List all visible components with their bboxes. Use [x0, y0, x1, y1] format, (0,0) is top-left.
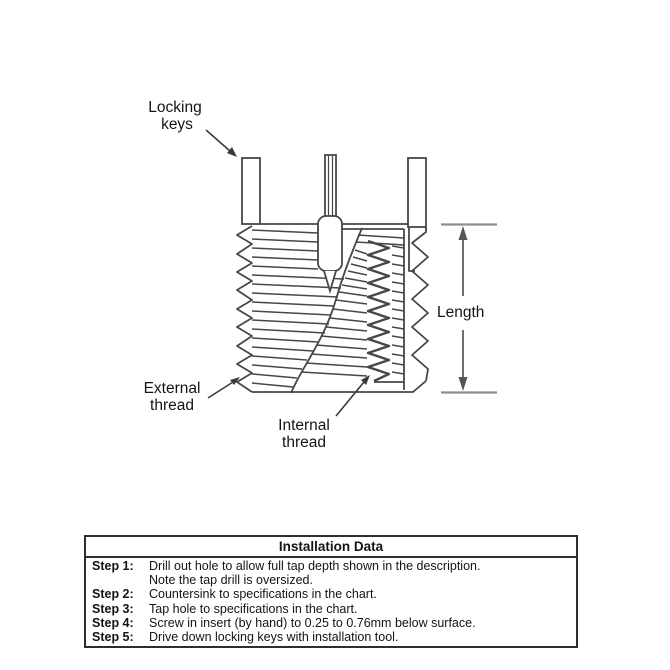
- step-label: Step 5:: [92, 630, 134, 645]
- external-thread-zigzag-left: [237, 226, 252, 392]
- locking-keys-label-line2: keys: [161, 116, 193, 133]
- step-text-line: Countersink to specifications in the chart.: [149, 587, 377, 602]
- step-text-line: Tap hole to specifications in the chart.: [149, 601, 358, 616]
- table-row: [92, 559, 572, 587]
- center-key-slot-capsule: [318, 216, 342, 271]
- step-label: Step 1:: [92, 559, 134, 573]
- internal-thread-label-line2: thread: [282, 434, 326, 451]
- length-dimension: [437, 225, 497, 393]
- internal-thread-label-line1: Internal: [278, 417, 330, 434]
- step-label: Step 4:: [92, 615, 134, 630]
- locking-keys-arrow-line: [206, 130, 230, 151]
- table-body: [86, 558, 576, 644]
- locking-keys-arrowhead: [227, 147, 237, 157]
- table-title: Installation Data: [86, 537, 576, 558]
- step-text: [149, 587, 572, 601]
- step-text-line: Screw in insert (by hand) to 0.25 to 0.76mm below surface.: [149, 615, 476, 630]
- right-key-slot: [409, 227, 415, 271]
- center-locking-key: [325, 155, 336, 217]
- step-text: [149, 630, 572, 644]
- table-row: [92, 616, 572, 630]
- dimension-arrowhead-up: [459, 226, 468, 240]
- internal-thread-zigzag: [368, 241, 389, 381]
- dimension-arrowhead-down: [459, 377, 468, 391]
- external-thread-label-line1: External: [143, 380, 201, 397]
- internal-thread-arrow-line: [336, 382, 364, 416]
- locking-keys-callout: [148, 99, 237, 157]
- locking-keys-label-line1: Locking: [148, 99, 202, 116]
- step-text: [149, 559, 572, 587]
- step-text-line: Drill out hole to allow full tap depth shown in the description.: [149, 559, 481, 573]
- step-text-line: Drive down locking keys with installation tool.: [149, 630, 399, 645]
- external-thread-label-line2: thread: [150, 397, 194, 414]
- left-locking-key: [242, 158, 260, 224]
- length-label: Length: [437, 304, 485, 321]
- external-thread-callout: [144, 377, 240, 414]
- step-label: Step 2:: [92, 587, 134, 602]
- bore-thread-lines: [392, 246, 404, 374]
- external-thread-arrow-line: [208, 382, 233, 398]
- external-thread-zigzag-right: [412, 227, 428, 381]
- right-locking-key: [408, 158, 426, 227]
- step-text: [149, 616, 572, 630]
- installation-data-table: [84, 535, 578, 648]
- step-text: [149, 602, 572, 616]
- table-row: [92, 602, 572, 616]
- step-label: Step 3:: [92, 601, 134, 616]
- step-text-line: Note the tap drill is oversized.: [149, 573, 313, 588]
- table-row: [92, 630, 572, 644]
- locking-keys-group: [242, 155, 426, 291]
- table-row: [92, 587, 572, 601]
